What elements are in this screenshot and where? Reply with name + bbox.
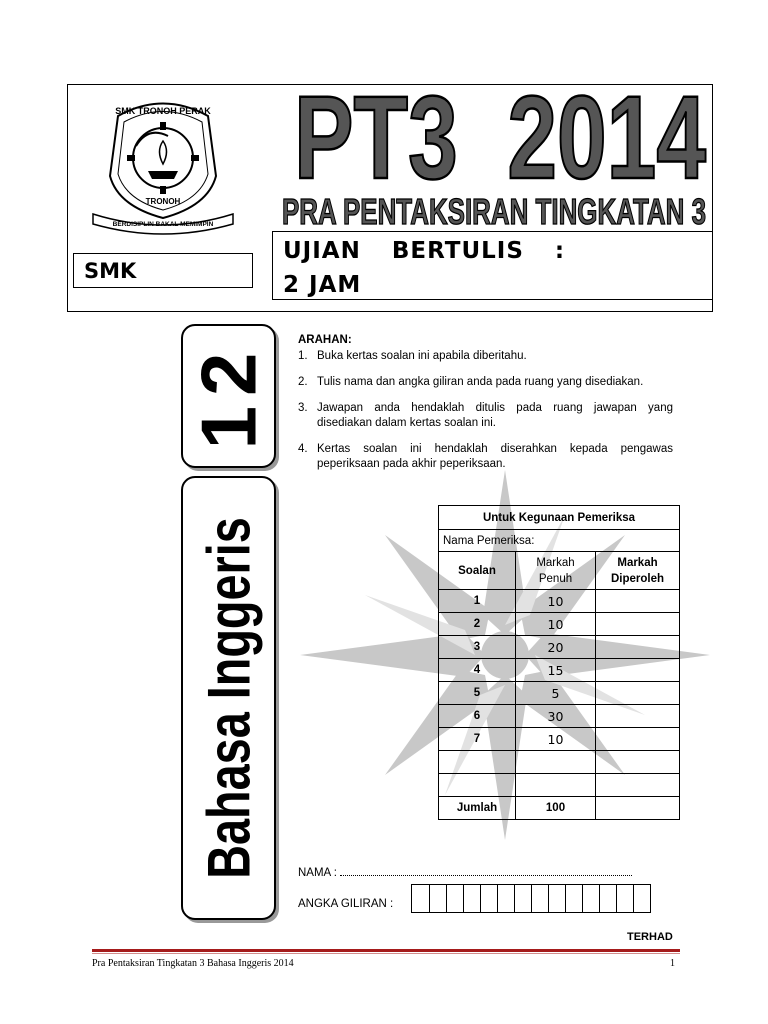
candidate-number-box[interactable]	[566, 884, 583, 913]
candidate-number-box[interactable]	[447, 884, 464, 913]
exam-info-box	[272, 231, 713, 300]
table-row	[439, 613, 680, 636]
table-row	[439, 636, 680, 659]
school-name: SMK	[84, 259, 137, 283]
name-dotted-line[interactable]	[340, 866, 632, 876]
full-marks: 10	[516, 728, 596, 751]
full-marks: 20	[516, 636, 596, 659]
table-row	[439, 705, 680, 728]
candidate-number-box[interactable]	[481, 884, 498, 913]
exam-type: UJIAN BERTULIS :	[283, 238, 566, 264]
candidate-number-box[interactable]	[600, 884, 617, 913]
instruction-number: 1.	[298, 350, 308, 362]
school-logo	[88, 96, 238, 236]
full-marks: 10	[516, 613, 596, 636]
candidate-number-box[interactable]	[515, 884, 532, 913]
col-header-question: Soalan	[439, 552, 516, 590]
footer-rule-thin	[92, 953, 680, 954]
table-row	[439, 774, 680, 797]
question-number: 6	[439, 705, 516, 728]
question-number: 4	[439, 659, 516, 682]
instruction-item	[298, 349, 673, 364]
instruction-text: Buka kertas soalan ini apabila diberitahu.	[317, 350, 527, 362]
col-header-full-marks-line2: Penuh	[538, 572, 573, 585]
col-header-full-marks	[516, 552, 596, 590]
instruction-text: Kertas soalan ini hendaklah diserahkan kepada pengawas peperiksaan pada akhir peperiksaan.	[317, 443, 673, 470]
candidate-number-box[interactable]	[498, 884, 515, 913]
question-number: 2	[439, 613, 516, 636]
col-header-obtained-line2: Diperoleh	[610, 572, 665, 585]
instruction-number: 2.	[298, 376, 308, 388]
instruction-text: Jawapan anda hendaklah ditulis pada ruang jawapan yang disediakan dalam kertas soalan ini.	[317, 402, 673, 429]
total-obtained-cell[interactable]	[596, 797, 680, 820]
full-marks: 10	[516, 590, 596, 613]
table-row	[439, 659, 680, 682]
question-number: 7	[439, 728, 516, 751]
table-row	[439, 728, 680, 751]
col-header-obtained-marks	[596, 552, 680, 590]
school-name-box	[73, 253, 253, 288]
full-marks: 5	[516, 682, 596, 705]
candidate-number-label: ANGKA GILIRAN :	[298, 898, 394, 910]
obtained-marks-cell[interactable]	[596, 682, 680, 705]
question-number	[439, 751, 516, 774]
footer-rule	[92, 949, 680, 952]
question-number	[439, 774, 516, 797]
table-row	[439, 751, 680, 774]
instruction-item	[298, 442, 673, 472]
sub-title-text: PRA PENTAKSIRAN TINGKATAN 3	[282, 191, 706, 232]
obtained-marks-cell[interactable]	[596, 774, 680, 797]
col-header-obtained-line1: Markah	[617, 556, 658, 569]
table-row	[439, 590, 680, 613]
candidate-number-box[interactable]	[617, 884, 634, 913]
instruction-number: 3.	[298, 402, 308, 414]
examiner-marks-table	[438, 505, 680, 820]
instruction-text: Tulis nama dan angka giliran anda pada ruang yang disediakan.	[317, 376, 644, 388]
table-row	[439, 682, 680, 705]
obtained-marks-cell[interactable]	[596, 590, 680, 613]
instructions-title: ARAHAN:	[298, 334, 352, 346]
classification-label: TERHAD	[627, 931, 673, 943]
full-marks: 15	[516, 659, 596, 682]
instructions	[298, 333, 673, 483]
paper-number: 12	[184, 342, 272, 450]
instruction-item	[298, 401, 673, 431]
obtained-marks-cell[interactable]	[596, 613, 680, 636]
instruction-number: 4.	[298, 443, 308, 455]
candidate-number-box[interactable]	[411, 884, 430, 913]
total-label: Jumlah	[439, 797, 516, 820]
examiner-name-label: Nama Pemeriksa:	[439, 530, 680, 552]
exam-duration: 2 JAM	[283, 272, 362, 298]
logo-motto-text: BERDISIPLIN BAKAL MEMIMPIN	[112, 221, 214, 228]
obtained-marks-cell[interactable]	[596, 636, 680, 659]
instruction-item	[298, 375, 673, 390]
full-marks	[516, 751, 596, 774]
full-marks	[516, 774, 596, 797]
candidate-number-box[interactable]	[464, 884, 481, 913]
candidate-number-boxes[interactable]	[411, 884, 651, 913]
paper-number-tab	[181, 324, 276, 468]
footer-text: Pra Pentaksiran Tingkatan 3 Bahasa Inggeris 2014	[92, 958, 294, 969]
name-label: NAMA :	[298, 867, 337, 879]
logo-middle-text: TRONOH	[145, 197, 181, 206]
obtained-marks-cell[interactable]	[596, 751, 680, 774]
subject-name: Bahasa Inggeris	[195, 517, 262, 879]
candidate-number-box[interactable]	[549, 884, 566, 913]
question-number: 1	[439, 590, 516, 613]
logo-top-text: SMK TRONOH PERAK	[115, 106, 211, 116]
obtained-marks-cell[interactable]	[596, 705, 680, 728]
question-number: 5	[439, 682, 516, 705]
sub-title	[280, 186, 710, 234]
main-title-text: PT3 2014	[294, 72, 706, 190]
subject-tab	[181, 476, 276, 920]
obtained-marks-cell[interactable]	[596, 728, 680, 751]
obtained-marks-cell[interactable]	[596, 659, 680, 682]
candidate-name-field[interactable]	[298, 866, 632, 879]
full-marks: 30	[516, 705, 596, 728]
page-number: 1	[670, 958, 675, 969]
total-full-marks: 100	[516, 797, 596, 820]
candidate-number-box[interactable]	[583, 884, 600, 913]
candidate-number-box[interactable]	[634, 884, 651, 913]
candidate-number-box[interactable]	[532, 884, 549, 913]
candidate-number-box[interactable]	[430, 884, 447, 913]
total-row	[439, 797, 680, 820]
main-title	[290, 70, 710, 190]
table-title: Untuk Kegunaan Pemeriksa	[439, 506, 680, 530]
question-number: 3	[439, 636, 516, 659]
col-header-full-marks-line1: Markah	[536, 556, 575, 569]
